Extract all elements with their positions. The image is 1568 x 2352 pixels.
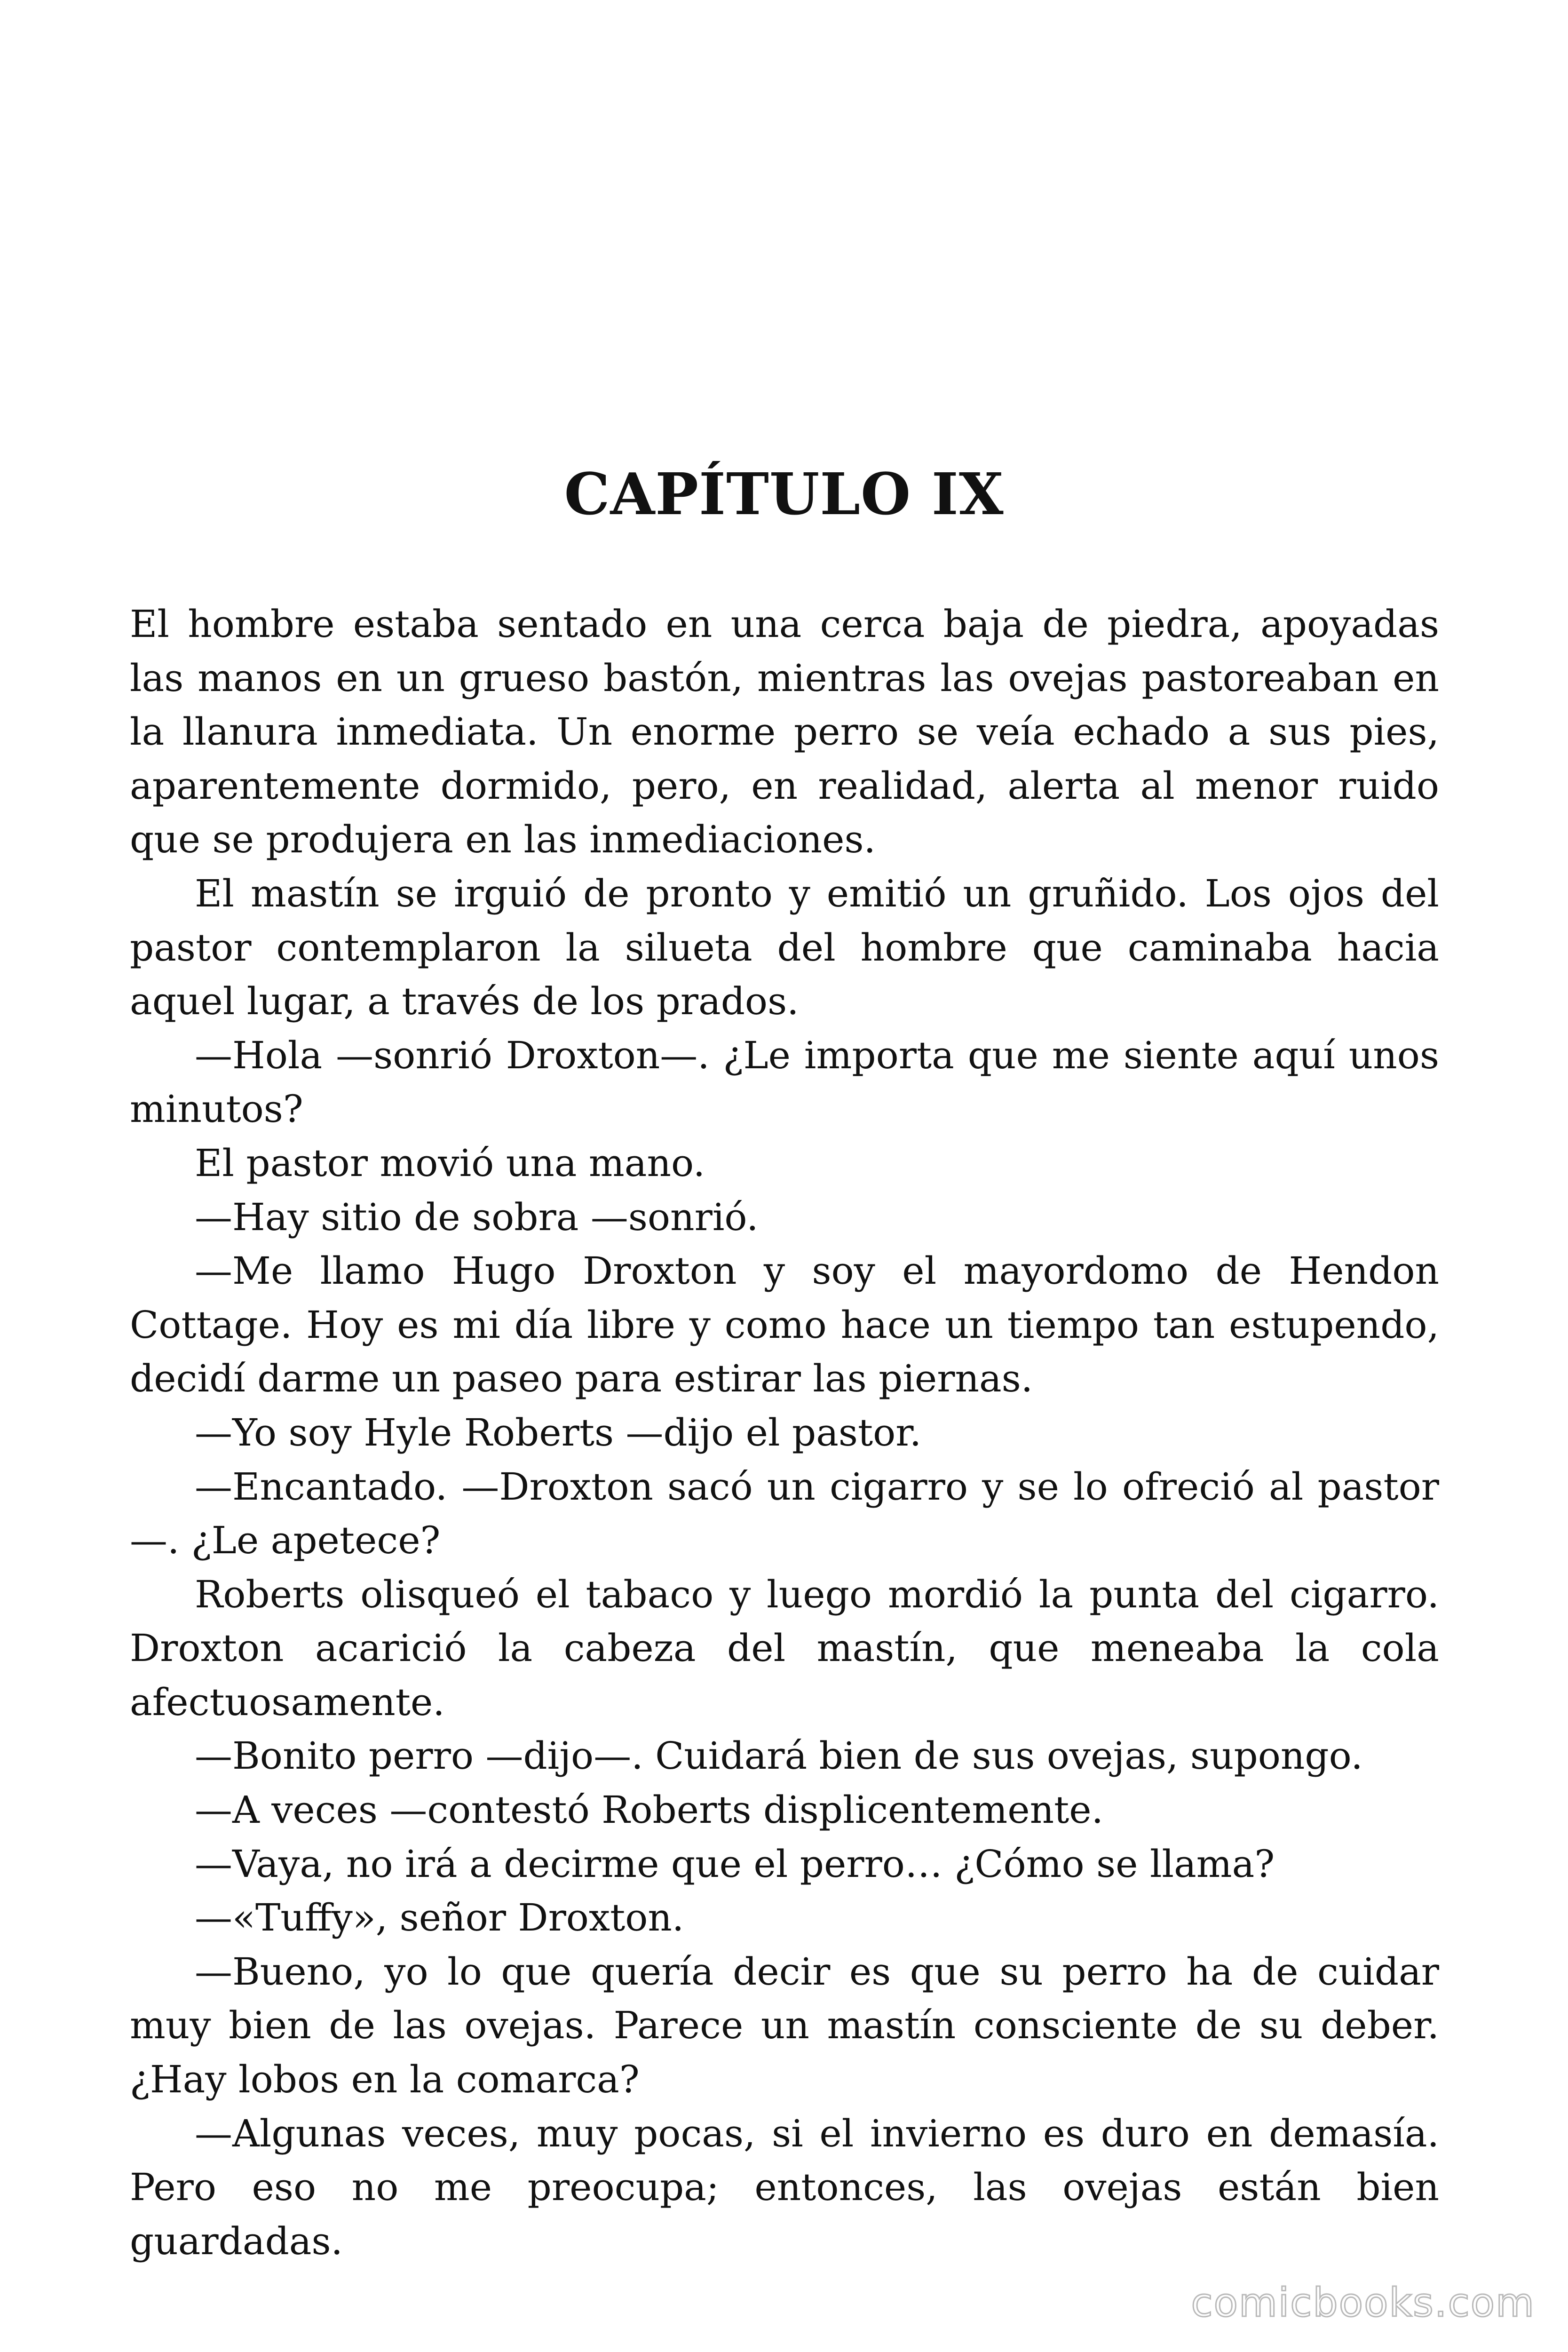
paragraph-10: —Bonito perro —dijo—. Cuidará bien de sus ovejas, supongo. [195,1734,1363,1778]
chapter-title: CAPÍTULO IX [564,460,1004,528]
paragraph-7: —Yo soy Hyle Roberts —dijo el pastor. [195,1410,922,1454]
paragraph-3: —Hola —sonrió Droxton—. ¿Le importa que me siente aquí unos minutos? [130,1033,1439,1131]
paragraph-6: —Me llamo Hugo Droxton y soy el mayordomo de Hendon Cottage. Hoy es mi día libre y como hace un tiempo tan estupendo, decidí darme un paseo para estirar las piernas. [130,1249,1439,1401]
paragraph-4: El pastor movió una mano. [195,1141,705,1185]
paragraph-15: —Algunas veces, muy pocas, si el invierno es duro en demasía. Pero eso no me preocupa; entonces, las ovejas están bien guardadas. [130,2111,1439,2263]
paragraph-8: —Encantado. —Droxton sacó un cigarro y se lo ofreció al pastor —. ¿Le apetece? [130,1464,1439,1563]
chapter-body [130,597,1439,2268]
paragraph-12: —Vaya, no irá a decirme que el perro… ¿Cómo se llama? [195,1842,1275,1886]
paragraph-9: Roberts olisqueó el tabaco y luego mordió la punta del cigarro. Droxton acarició la cabeza del mastín, que meneaba la cola afectuosamente. [130,1572,1439,1724]
paragraph-2: El mastín se irguió de pronto y emitió un gruñido. Los ojos del pastor contemplaron la silueta del hombre que caminaba hacia aquel lugar, a través de los prados. [130,871,1439,1024]
paragraph-5: —Hay sitio de sobra —sonrió. [195,1195,759,1239]
paragraph-1: El hombre estaba sentado en una cerca baja de piedra, apoyadas las manos en un grueso bastón, mientras las ovejas pastoreaban en la llanura inmediata. Un enorme perro se veía echado a sus pies, aparentemente dormido, pero, en realidad, alerta al menor ruido que se produjera en las inmediaciones. [130,602,1439,862]
paragraph-11: —A veces —contestó Roberts displicentemente. [195,1788,1104,1832]
paragraph-14: —Bueno, yo lo que quería decir es que su perro ha de cuidar muy bien de las ovejas. Parece un mastín consciente de su deber. ¿Hay lobos en la comarca? [130,1949,1439,2102]
watermark: comicbooks.com [1191,2280,1535,2326]
paragraph-13: —«Tuffy», señor Droxton. [195,1896,684,1940]
